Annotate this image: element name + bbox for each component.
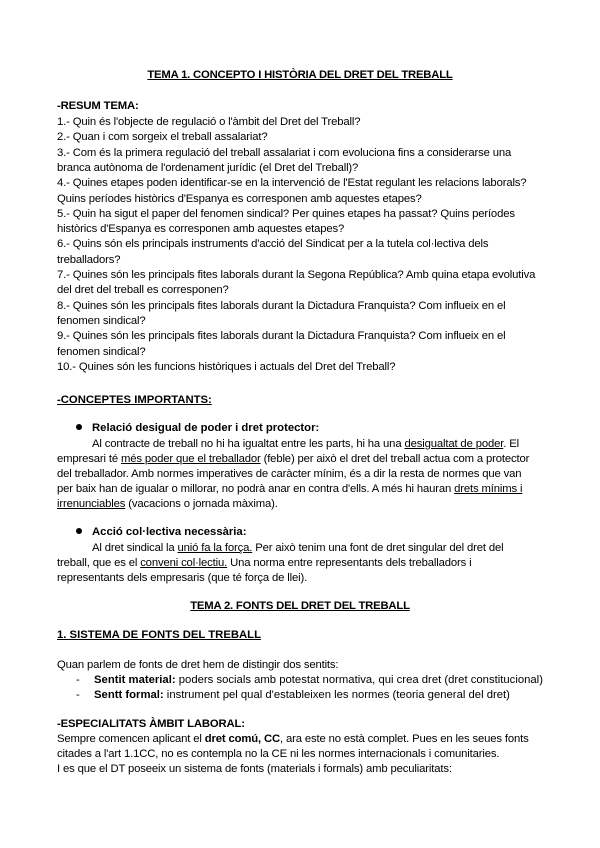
question-line: 4.- Quines etapes poden identificar-se en la intervenció de l'Estat regulant les relacions laborals?: [57, 177, 527, 190]
concept1-bullet: [76, 421, 319, 437]
tema2-title: TEMA 2. FONTS DEL DRET DEL TREBALL: [190, 600, 410, 612]
concept1-line5: irrenunciables (vacacions o jornada màxima).: [57, 498, 278, 510]
question-line: 10.- Quines són les funcions històriques i actuals del Dret del Treball?: [57, 360, 396, 373]
concept1-line1: Al contracte de treball no hi ha igualtat entre les parts, hi ha una desigualtat de poder. El: [92, 438, 519, 450]
question-line: 5.- Quin ha sigut el paper del fenomen sindical? Per quines etapes ha passat? Quins períodes: [57, 207, 515, 220]
font-item-material: - Sentit material: poders socials amb potestat normativa, qui crea dret (dret constitucional): [76, 674, 543, 686]
esp-line1: Sempre comencen aplicant el dret comú, CC, ara este no està complet. Pues en les seues fonts: [57, 733, 529, 745]
resum-heading: -RESUM TEMA:: [57, 100, 139, 112]
concept2-bullet: [76, 525, 246, 541]
question-line: del dret del treball es corresponen?: [57, 284, 229, 297]
concept2-title: Acció col·lectiva necessària:: [92, 526, 247, 538]
question-line: 9.- Quines són les principals fites laborals durant la Dictadura Franquista? Com influeix en el: [57, 330, 506, 343]
concept2-line3: representants dels empresaris (que té força de llei).: [57, 572, 308, 584]
concept2-line2: treball, que es el conveni col·lectiu. Una norma entre representants dels treballadors i: [57, 557, 472, 569]
concept1-line2: empresari té més poder que el treballador (feble) per això el dret del treball actua com a protector: [57, 453, 530, 465]
question-line: branca autònoma de l'ordenament jurídic (el Dret del Treball)?: [57, 161, 359, 174]
esp-line3: I es que el DT poseeix un sistema de fonts (materials i formals) amb peculiaritats:: [57, 763, 452, 775]
section1-heading: 1. SISTEMA DE FONTS DEL TREBALL: [57, 629, 261, 641]
question-line: 1.- Quin és l'objecte de regulació o l'àmbit del Dret del Treball?: [57, 116, 361, 128]
concept2-line1: Al dret sindical la unió fa la força. Per això tenim una font de dret singular del dret del: [92, 542, 504, 554]
question-line: treballadors?: [57, 253, 121, 266]
tema1-title: TEMA 1. CONCEPTO I HISTÒRIA DEL DRET DEL TREBALL: [147, 69, 453, 81]
question-line: fenomen sindical?: [57, 314, 146, 327]
question-line: 6.- Quins són els principals instruments d'acció del Sindicat per a la tutela col·lectiva dels: [57, 238, 489, 251]
question-line: fenomen sindical?: [57, 345, 146, 358]
concept1-line3: del treballador. Amb normes imperatives de caràcter mínim, és a dir la resta de normes que van: [57, 468, 522, 480]
font-item-formal: - Sentt formal: instrument pel qual d'estableixen les normes (teoria general del dret): [76, 689, 510, 701]
especialitats-heading: -ESPECIALITATS ÀMBIT LABORAL:: [57, 718, 245, 730]
conceptes-heading: -CONCEPTES IMPORTANTS:: [57, 394, 212, 406]
esp-line2: citades a l'art 1.1CC, no es contempla no la CE ni les normes internacionals i comunitaries.: [57, 748, 500, 760]
question-line: històrics d'Espanya es corresponen amb aquestes etapes?: [57, 223, 345, 236]
fonts-intro: Quan parlem de fonts de dret hem de distingir dos sentits:: [57, 659, 339, 671]
concept1-title: Relació desigual de poder i dret protector:: [92, 422, 320, 434]
question-line: 8.- Quines són les principals fites laborals durant la Dictadura Franquista? Com influeix en el: [57, 299, 506, 312]
question-line: 3.- Com és la primera regulació del treball assalariat i com evoluciona fins a considerarse una: [57, 146, 512, 159]
bullet-icon: [76, 424, 82, 430]
question-line: Quins períodes històrics d'Espanya es corresponen amb aquestes etapes?: [57, 192, 422, 205]
question-line: 2.- Quan i com sorgeix el treball assalariat?: [57, 131, 268, 144]
bullet-icon: [76, 528, 82, 534]
question-line: 7.- Quines són les principals fites laborals durant la Segona República? Amb quina etapa evolutiva: [57, 269, 536, 281]
concept1-line4: per baix han de igualar o millorar, no podrà anar en contra d'ells. A més hi hauran drets mínims i: [57, 483, 523, 495]
